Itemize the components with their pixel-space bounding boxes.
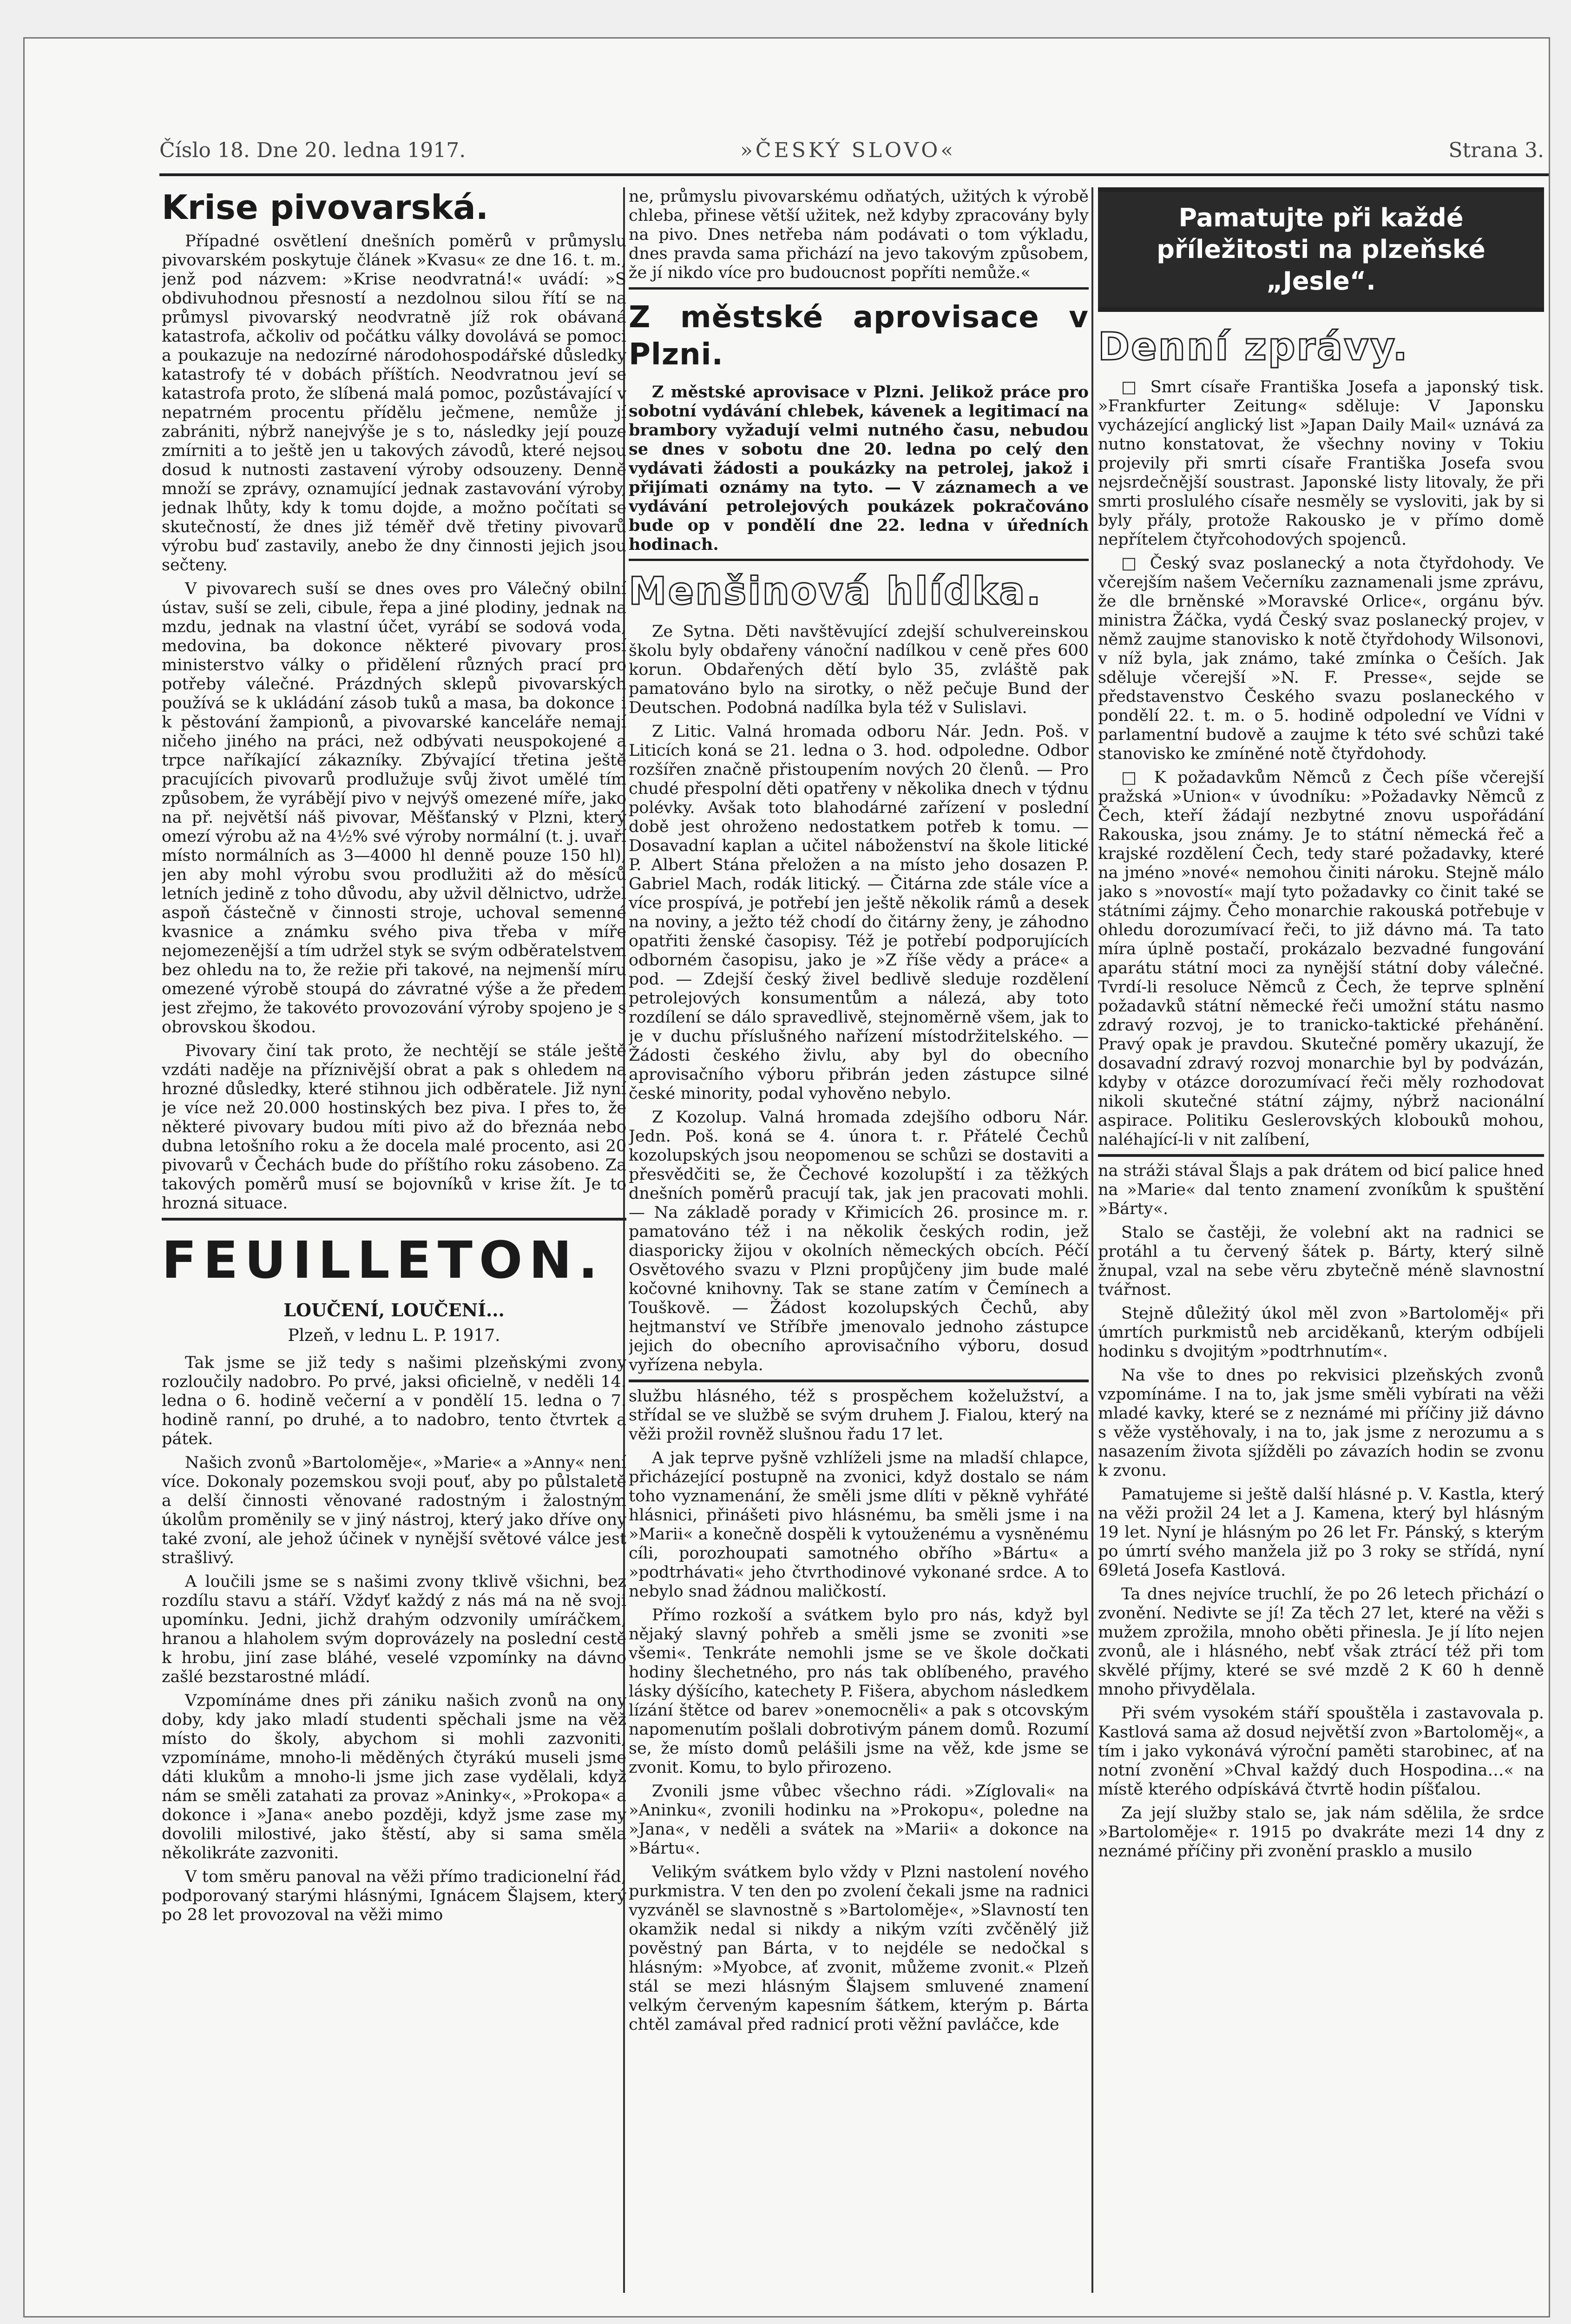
page-header xyxy=(159,139,1544,171)
column-2 xyxy=(629,187,1089,2293)
feuilleton-paragraph: Přímo rozkoší a svátkem bylo pro nás, když byl nějaký slavný pohřeb a směli jsme se zvoniti »se všemi«. Tenkráte nemohli jsme se ve škole dočkati hodiny šlechetného, pro nás tak oblíbeného, pravého lásky dýšícího, katechety P. Fišera, abychom následkem lízání štětce od barev »onemocněli« a pak s otcovským napomenutím pošlali dobrotivým pánem domů. Rozumí se, že místo domů pelášili jsme na věž, kde jsme se zvonit. Komu, to bylo přirozeno. xyxy=(629,1606,1089,1777)
section-rule xyxy=(629,1380,1089,1382)
section-rule xyxy=(162,1218,626,1221)
section-rule xyxy=(1098,1154,1544,1157)
feuilleton-subtitle: LOUČENÍ, LOUČENÍ... xyxy=(283,1300,505,1320)
article-title: Krise pivovarská. xyxy=(162,188,489,227)
newspaper-page xyxy=(23,37,1550,2317)
article-paragraph: V pivovarech suší se dnes oves pro Válečný obilní ústav, suší se zeli, cibule, řepa a jiné plodiny, jednak na mzdu, jednak na vlastní účet, vyrábí se sodová voda, medovina, ba dokonce některé pivovary prosí ministerstvo války o přidělení různých prací pro potřeby válečné. Prázdných sklepů pivovarských používá se k ukládání zásob tuků a masa, ba dokonce i k pěstování žampionů, a pivovarské kanceláře nemají ničeho jiného na práci, než odbývati neuspokojené a trpce naříkající zákazníky. Zbývající třetina ještě pracujících pivovarů prodlužuje svůj život umělé tím způsobem, že vyrábějí pivo v nejvýš omezené míře, jako na př. největší náš pivovar, Měšťanský v Plzni, který omezí výrobu až na 4½% své výroby normální (t. j. uvaří místo normálních as 3—4000 hl denně pouze 150 hl), jen aby mohl výrobu svou prodlužiti až do měsíců letních jedině z toho důvodu, aby užvil dělnictvo, udržel aspoň částečně v činnosti stroje, uchoval semenné kvasnice a známku svého piva třeba v míře nejomezenější a tím udržel styk se svým odběratelstvem bez ohledu na to, že režie při takové, na nejmenší míru omezené výrobě stoupá do závratné výše a že předem jest zřejmo, že takovéto provozování výroby spojeno je s obrovskou škodou. xyxy=(162,580,626,1037)
feuilleton-paragraph: Vzpomínáme dnes při zániku našich zvonů na ony doby, kdy jako mladí studenti spěchali jsme na věž místo do školy, abychom si mohli zazvoniti, vzpomínáme, mnoho-li měděných čtyrákú museli jsme dáti klukům a mnoho-li jsme jich zase vydělali, když nám se směli zatahati za provaz »Aninky«, »Prokopa« a dokonce i »Jana« anebo později, když jsme zase my dovolili milostivé, jako štěstí, aby si sama směla několikráte zazvoniti. xyxy=(162,1691,626,1862)
feuilleton-paragraph: na stráži stával Šlajs a pak drátem od bicí palice hned na »Marie« dal tento znamení zvoníkům k spuštění »Bárty«. xyxy=(1098,1162,1544,1218)
news-item: □ Český svaz poslanecký a nota čtyřdohody. Ve včerejším našem Večerníku zaznamenali jsme zprávu, že dle brněnské »Moravské Orlice«, orgánu býv. ministra Žáčka, vydá Český svaz poslanecký projev, v němž zaujme stanovisko k notě čtyřdohody Wilsonovi, v níž byla, jak známo, také zmínka o Češích. Jak sděluje včerejší »N. F. Presse«, sejde se představenstvo Českého svazu poslaneckého v pondělí 22. t. m. o 5. hodině odpolední ve Vídni v parlamentní budově a zaujme k této své schůzi také stanovisko ke zmíněné notě čtyřdohody. xyxy=(1098,554,1544,763)
article-paragraph: Případné osvětlení dnešních poměrů v průmyslu pivovarském poskytuje článek »Kvasu« ze dne 16. t. m., jenž pod názvem: »Krise neodvratná!« uvádí: »S obdivuhodnou přesností a nezdolnou silou řítí se na průmysl pivovarský neodvratně jíž rok obávaná katastrofa, ačkoliv od počátku války dovolává se pomoci a poukazuje na nedozírné národohospodářské důsledky katastrofy té v dobách příštích. Neodvratnou jeví se katastrofa proto, že slíbená malá pomoc, pozůstávající v nepatrném procentu přídělu ječmene, nemůže jí zabrániti, nýbrž nanejvýše je s to, následky její pouze zmírniti a to ještě jen u takových závodů, které nejsou dosud k nutnosti zastavení výroby odsouzeny. Denně množí se zprávy, oznamující jednak zastavování výroby, jednak lhůty, kdy k tomu dojde, a možno počítati se skutečností, že dnes již téměř dvě třetiny pivovarů výrobu buď zastavily, anebo že dny činnosti jejich jsou sečteny. xyxy=(162,232,626,574)
article-paragraph: Z městské aprovisace v Plzni. Jelikož práce pro sobotní vydávání chlebek, kávenek a legitimací na brambory vyžadují velmi nutného času, nebudou se dnes v sobotu dne 20. ledna po celý den vydávati žádosti a poukázky na petrolej, jakož i přijímati oznámy na tyto. — V záznamech a ve vydávání petrolejových poukázek pokračováno bude op v pondělí dne 22. ledna v úředních hodinach. xyxy=(629,383,1089,554)
article-paragraph: Pivovary činí tak proto, že nechtějí se stále ještě vzdáti naděje na příznivější obrat a pak s ohledem na hrozné důsledky, které stihnou jich odběratele. Již nyní je více než 20.000 hostinských bez piva. I přes to, že některé pivovary budou míti pivo až do březnáa nebo dubna letošního roku a že docela malé procento, asi 20 pivovarů v Čechách bude do příštího roku zásobeno. Za takových poměrů musí se bojovníků v krise žít. Je to hrozná situace. xyxy=(162,1042,626,1213)
feuilleton-paragraph: Velikým svátkem bylo vždy v Plzni nastolení nového purkmistra. V ten den po zvolení čekali jsme na radnici vyzváněl se slavnostně s »Bartoloměje«, »Slavností ten okamžik nedal si nikdy a nikým vzíti zvčěnělý již pověstný pan Bárta, v to nejdéle se nedočkal s hlásným: »Myobce, ať zvonit, můžeme zvonit.« Plzeň stál se mezi hlásným Šlajsem smluvené znamení velkým červeným kapesním šátkem, kterým p. Bárta chtěl zamával před radnicí proti věžní pavláčce, kde xyxy=(629,1863,1089,2034)
article-paragraph: ne, průmyslu pivovarskému odňatých, užitých k výrobě chleba, přinese větší užitek, než kdyby zpracovány byly na pivo. Dnes netřeba nám podávati o tom výkladu, dnes pravda sama přichází na jevo takovým způsobem, že jí nikdo více pro budoucnost popříti nemůže.« xyxy=(629,187,1089,282)
section-rule xyxy=(629,559,1089,561)
feuilleton-paragraph: Ta dnes nejvíce truchlí, že po 26 letech přichází o zvonění. Nedivte se jí! Za těch 27 let, které na věži s mužem zprožila, mnoho oběti přinesla. Je jí líto nejen zvonů, ale i hlásného, nebť však ztrácí též při tom skvělé příjmy, které se své mzdě 2 K 60 h denně mnoho přivydělala. xyxy=(1098,1585,1544,1699)
issue-date: Číslo 18. Dne 20. ledna 1917. xyxy=(159,139,466,162)
feuilleton-paragraph: Na vše to dnes po rekvisici plzeňských zvonů vzpomínáme. I na to, jak jsme směli vybírati na věži mladé kavky, které se z neznámé mi příčiny již dávno s věže vystěhovaly, i na to, jak jsme z nerozumu a s nasazením života sjížděli po závazích hodin se zvonu k zvonu. xyxy=(1098,1366,1544,1480)
news-item: Ze Sytna. Děti navštěvující zdejší schulvereinskou školu byly obdařeny vánoční nadílkou v ceně přes 600 korun. Obdařených dětí bylo 35, zvláště pak pamatováno bylo na sirotky, o něž pečuje Bund der Deutschen. Podobná nadílka byla též v Sulislavi. xyxy=(629,622,1089,717)
feuilleton-paragraph: Pamatujeme si ještě další hlásné p. V. Kastla, který na věži prožil 24 let a J. Kamena, který byl hlásným 19 let. Nyní je hlásným po 26 let Fr. Pánský, s kterým po úmrtí svého manžela již po 3 roky se střídá, nyní 69letá Josefa Kastlová. xyxy=(1098,1485,1544,1580)
feuilleton-dateline: Plzeň, v lednu L. P. 1917. xyxy=(288,1326,500,1345)
feuilleton-paragraph: Při svém vysokém stáří spouštěla i zastavovala p. Kastlová sama až dosud největší zvon »Bartoloměj«, a tím i jako vykonává výroční paměti starobinec, ať na notní zvonění »Chval každý duch Hospodina…« na místě kterého odpískává čtvrtě hodin píšťalou. xyxy=(1098,1704,1544,1799)
news-item: Z Litic. Valná hromada odboru Nár. Jedn. Poš. v Liticích koná se 21. ledna o 3. hod. odpoledne. Odbor rozšířen značně přistoupením nových 20 členů. — Pro chudé přespolní děti opatřeny v několika dnech v týdnu polévky. Avšak toto blahodárné zařízení v poslední době jest ohroženo nedostatkem potřeb k tomu. — Dosavadní kaplan a učitel náboženství na škole litické P. Albert Stána přeložen a na místo jeho dosazen P. Gabriel Mach, rodák litický. — Čitárna zde stále více a více prospívá, je potřebí jen ještě několik rámů a desek na noviny, a ježto též chodí do čitárny ženy, je záhodno opatřiti ženské časopisy. Též je potřebí podporujících odborném časopisu, jako je »Z říše vědy a práce« a pod. — Zdejší český živel bedlivě sleduje rozdělení petrolejových konsumentům a nálezá, aby toto rozdílení se dálo spravedlivě, stejnoměrně všem, jak to je v duchu příslušného nařízení místodržitelského. — Žádosti českého živlu, aby byl do obecního aprovisačního výboru přibrán jeden zástupce silné české minority, podal vyhověno nebylo. xyxy=(629,722,1089,1103)
feuilleton-paragraph: Stalo se častěji, že volební akt na radnici se protáhl a tu červený šátek p. Bárty, který silně žnupal, vzal na sebe věru zbytečně méně slavnostní tvářnost. xyxy=(1098,1223,1544,1299)
column-1 xyxy=(162,187,626,2293)
column-3 xyxy=(1098,187,1544,2293)
section-rule xyxy=(629,287,1089,290)
feuilleton-paragraph: A jak teprve pyšně vzhlíželi jsme na mladší chlapce, přicházející postupně na zvonici, když dostalo se nám toho vyznamenání, že směli jsme dlíti v pěkně vyhřáté hlásnici, přinášeti pivo hlásnému, ba směli jsme i na »Marii« a konečně dospěli k vytouženému a vysněnému cíli, porozhoupati samotného obřího »Bártu« a »podtrhávati« jeho čtvrthodinové vykonané srdce. A to nebylo snad žádnou maličkostí. xyxy=(629,1449,1089,1601)
news-item: □ K požadavkům Němců z Čech píše včerejší pražská »Union« v úvodníku: »Požadavky Němců z Čech, kteří žádají nezbytné znovu uspořádání Rakouska, jsou známy. Je to státní německá řeč a krajské rozdělení Čech, tedy staré požadavky, které na jméno »nové« nemohou činiti nároku. Stejně málo jako s »novostí« mají tyto požadavky co činit také se státními zájmy. Čeho monarchie rakouská potřebuje v ohledu dorozumívací řeči, to již dávno má. Ta tato míra úplně postačí, prokázalo bezvadné fungování aparátu státní moci za nynější státní doby válečné. Tvrdí-li resoluce Němců z Čech, že teprve splnění požadavků státní německé řeči umožní státu nasmo zdravý rozvoj, je to tranicko-taktické přehánění. Pravý opak je pravdou. Skutečné poměry ukazují, že dosavadní zdravý rozvoj monarchie byl by podvázán, kdyby v otázce dorozumívací řeči měly rozhodovat nikoli skutečné státní zájmy, nýbrž nacionální aspirace. Politiku Geslerovských klobouků mohou, naléhající-li v nit zalíbení, xyxy=(1098,768,1544,1149)
advert-banner: Pamatujte při každé příležitosti na plzeňské „Jesle“. xyxy=(1098,187,1544,312)
feuilleton-paragraph: Stejně důležitý úkol měl zvon »Bartoloměj« při úmrtích purkmistů neb arciděkanů, kterým odbíjeli hodinku s dvojitým »podtrhnutím«. xyxy=(1098,1304,1544,1361)
feuilleton-paragraph: V tom směru panoval na věži přímo tradicionelní řád, podporovaný starými hlásnými, Ignácem Šlajsem, který po 28 let provozoval na věži mimo xyxy=(162,1868,626,1924)
feuilleton-paragraph: Našich zvonů »Bartoloměje«, »Marie« a »Anny« není více. Dokonaly pozemskou svoji pouť, aby po půlstaletě a delší činnosti věnované radostným i žalostným úkolům proměnily se v jiný nástroj, který jako dříve ony také zvoní, ale jehož účinek v nynější světové válce jest strašlivý. xyxy=(162,1453,626,1567)
header-rule xyxy=(159,173,1550,176)
section-title-mensinova: Menšinová hlídka. xyxy=(629,569,1042,614)
section-title-denni: Denní zprávy. xyxy=(1098,325,1409,369)
news-item: Z Kozolup. Valná hromada zdejšího odboru Nár. Jedn. Poš. koná se 4. února t. r. Přátelé Čechů kozolupských jsou neopomenou se schůzi se dostaviti a přesvědčiti se, že Čechové kozolupští i za těžkých dnešních poměrů pracují tak, jak jen pracovati mohli. — Na základě porady v Křimicích 26. prosince m. r. pamatováno též i na několik českých rodin, jež diasporicky žijou v okolních německých obcích. Péčí Osvětového svazu v Plzni propůjčeny jim bude malé kočovné knihovny. Tak se stane zatím v Čemínech a Touškově. — Žádost kozolupských Čechů, aby hejtmanství ve Stříbře jmenovalo jednoho zástupce jejich do obecního aprovisačního výboru, dosud vyřízena nebyla. xyxy=(629,1108,1089,1374)
column-divider xyxy=(1091,187,1093,2293)
feuilleton-title: FEUILLETON. xyxy=(162,1230,605,1290)
masthead: »ČESKÝ SLOVO« xyxy=(740,139,956,162)
news-item: □ Smrt císaře Františka Josefa a japonský tisk. »Frankfurter Zeitung« sděluje: V Japonsku vycházející anglický list »Japan Daily Mail« uznává za nutno konstatovat, že všechny noviny v Tokiu projevily při smrti císaře Františka Josefa svou nejsrdečnější soustrast. Japonské listy litovaly, že při smrti proslulého císaře nesměly se vysloviti, jak by si byly přály, protože Rakousko je v přímo domě nepřítelem čtyřcohodových spojenců. xyxy=(1098,378,1544,549)
feuilleton-paragraph: A loučili jsme se s našimi zvony tklivě všichni, bez rozdílu stavu a stáří. Vždyť každý z nás má na ně svoji upomínku. Jedni, jichž drahým odzvonily umíráčkem, hranou a hlaholem svým doprovázely na poslední cestě k hrobu, jiní zase bláhé, veselé vzpomínky na dávno zašlé bezstarostné mládí. xyxy=(162,1572,626,1686)
section-title-aprovisace: Z městské aprovisace v Plzni. xyxy=(629,300,1089,372)
feuilleton-paragraph: službu hlásného, též s prospěchem koželužství, a střídal se ve službě se svým druhem J. Fialou, který na věži prožil rovněž slušnou řadu 17 let. xyxy=(629,1387,1089,1444)
feuilleton-paragraph: Tak jsme se již tedy s našimi plzeňskými zvony rozloučily nadobro. Po prvé, jaksi oficielně, v neděli 14. ledna o 6. hodině večerní a v pondělí 15. ledna o 7. hodině ranní, po druhé, a to nadobro, tento čtvrtek a pátek. xyxy=(162,1353,626,1448)
page-number: Strana 3. xyxy=(1448,139,1544,162)
feuilleton-paragraph: Zvonili jsme vůbec všechno rádi. »Zíglovali« na »Aninku«, zvonili hodinku na »Prokopu«, poledne na »Jana«, v neděli a svátek na »Marii« a dokonce na »Bártu«. xyxy=(629,1782,1089,1858)
feuilleton-paragraph: Za její služby stalo se, jak nám sdělila, že srdce »Bartoloměje« r. 1915 po dvakráte mezi 14 dny z neznámé příčiny při zvonění prasklo a musilo xyxy=(1098,1804,1544,1861)
